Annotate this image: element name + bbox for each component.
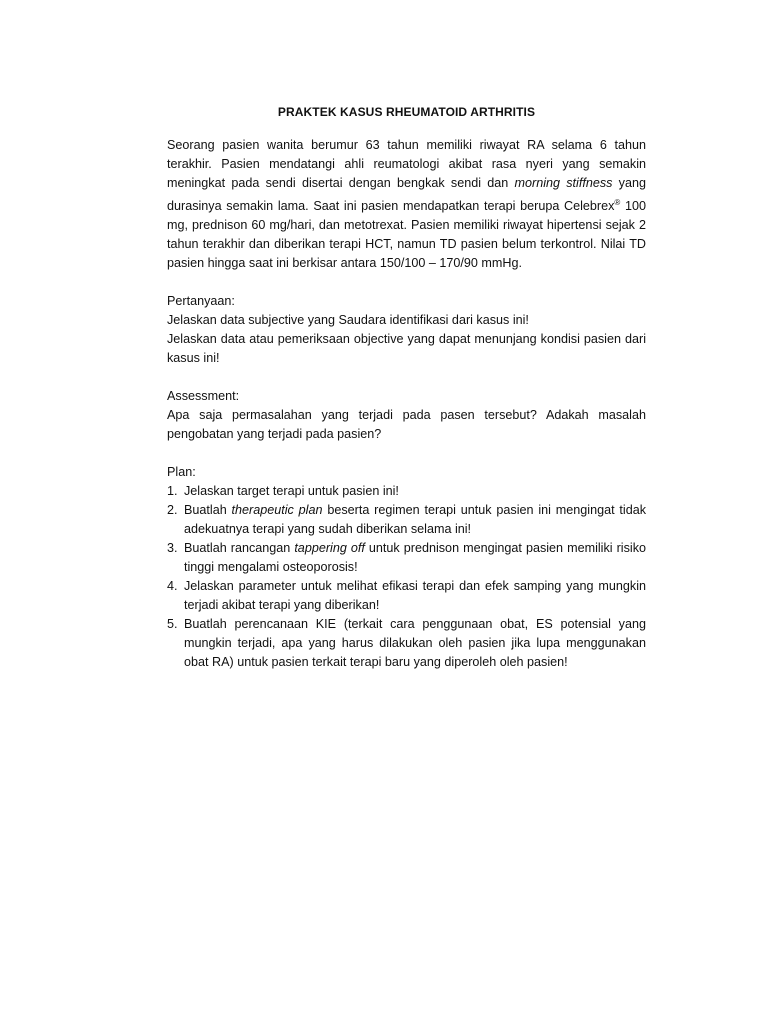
pertanyaan-heading: Pertanyaan:: [167, 294, 235, 309]
case-text-part2: yang durasinya semakin lama. Saat ini pasien mendapatkan terapi berupa Celebrex: [167, 176, 646, 214]
plan-item-number: 1.: [167, 484, 178, 499]
plan-item-text-pre: Buatlah perencanaan KIE (terkait cara penggunaan obat, ES potensial yang mungkin terjadi, apa yang harus dilakukan oleh pasien jika lupa menggunakan obat RA) untuk pasien terkait terapi baru yang diperoleh oleh pasien!: [184, 617, 646, 670]
assessment-section: [167, 387, 646, 444]
plan-item: [167, 501, 646, 539]
plan-section: [167, 463, 646, 672]
plan-item-number: 5.: [167, 617, 178, 632]
plan-item-number: 2.: [167, 503, 178, 518]
case-text-part1: Seorang pasien wanita berumur 63 tahun memiliki riwayat RA selama 6 tahun terakhir. Pasien mendatangi ahli reumatologi akibat rasa nyeri yang semakin meningkat pada sendi disertai dengan bengkak sendi dan: [167, 138, 646, 190]
plan-item-text-pre: Jelaskan target terapi untuk pasien ini!: [184, 484, 399, 499]
plan-item-text: [184, 577, 646, 615]
plan-heading: Plan:: [167, 465, 196, 480]
pertanyaan-section: [167, 292, 646, 368]
document-content: [167, 103, 646, 691]
plan-item-number: 4.: [167, 579, 178, 594]
assessment-body: Apa saja permasalahan yang terjadi pada pasen tersebut? Adakah masalah pengobatan yang terjadi pada pasien?: [167, 408, 646, 442]
pertanyaan-line-2: Jelaskan data atau pemeriksaan objective yang dapat menunjang kondisi pasien dari kasus ini!: [167, 332, 646, 366]
plan-item-text: [184, 501, 646, 539]
assessment-heading: Assessment:: [167, 389, 240, 404]
plan-item-text-post: untuk prednison mengingat pasien memiliki risiko tinggi mengalami osteoporosis!: [184, 541, 646, 575]
plan-list: [167, 482, 646, 672]
document-title: PRAKTEK KASUS RHEUMATOID ARTHRITIS: [277, 105, 536, 119]
case-paragraph: [167, 136, 646, 273]
plan-item-text: [184, 482, 646, 501]
plan-item-text: [184, 615, 646, 672]
pertanyaan-line-1: Jelaskan data subjective yang Saudara identifikasi dari kasus ini!: [167, 313, 529, 328]
plan-item-text-post: beserta regimen terapi untuk pasien ini mengingat tidak adekuatnya terapi yang sudah diberikan selama ini!: [184, 503, 647, 537]
plan-item-text-pre: Buatlah: [184, 503, 232, 518]
plan-item-text: [184, 539, 646, 577]
plan-item: [167, 482, 646, 501]
plan-item-text-pre: Buatlah rancangan: [184, 541, 295, 556]
plan-item-text-italic: tappering off: [294, 541, 365, 556]
plan-item-number: 3.: [167, 541, 178, 556]
registered-mark: ®: [614, 198, 621, 207]
plan-item-text-italic: therapeutic plan: [231, 503, 323, 518]
plan-item-text-pre: Jelaskan parameter untuk melihat efikasi terapi dan efek samping yang mungkin terjadi akibat terapi yang diberikan!: [184, 579, 646, 613]
case-text-italic: morning stiffness: [514, 176, 613, 190]
plan-item: [167, 539, 646, 577]
case-text-part3: 100 mg, prednison 60 mg/hari, dan metotrexat. Pasien memiliki riwayat hipertensi sejak 2 tahun terakhir dan diberikan terapi HCT, namun TD pasien belum terkontrol. Nilai TD pasien hingga saat ini berkisar antara 150/100 – 170/90 mmHg.: [167, 199, 646, 271]
plan-item: [167, 577, 646, 615]
plan-item: [167, 615, 646, 672]
